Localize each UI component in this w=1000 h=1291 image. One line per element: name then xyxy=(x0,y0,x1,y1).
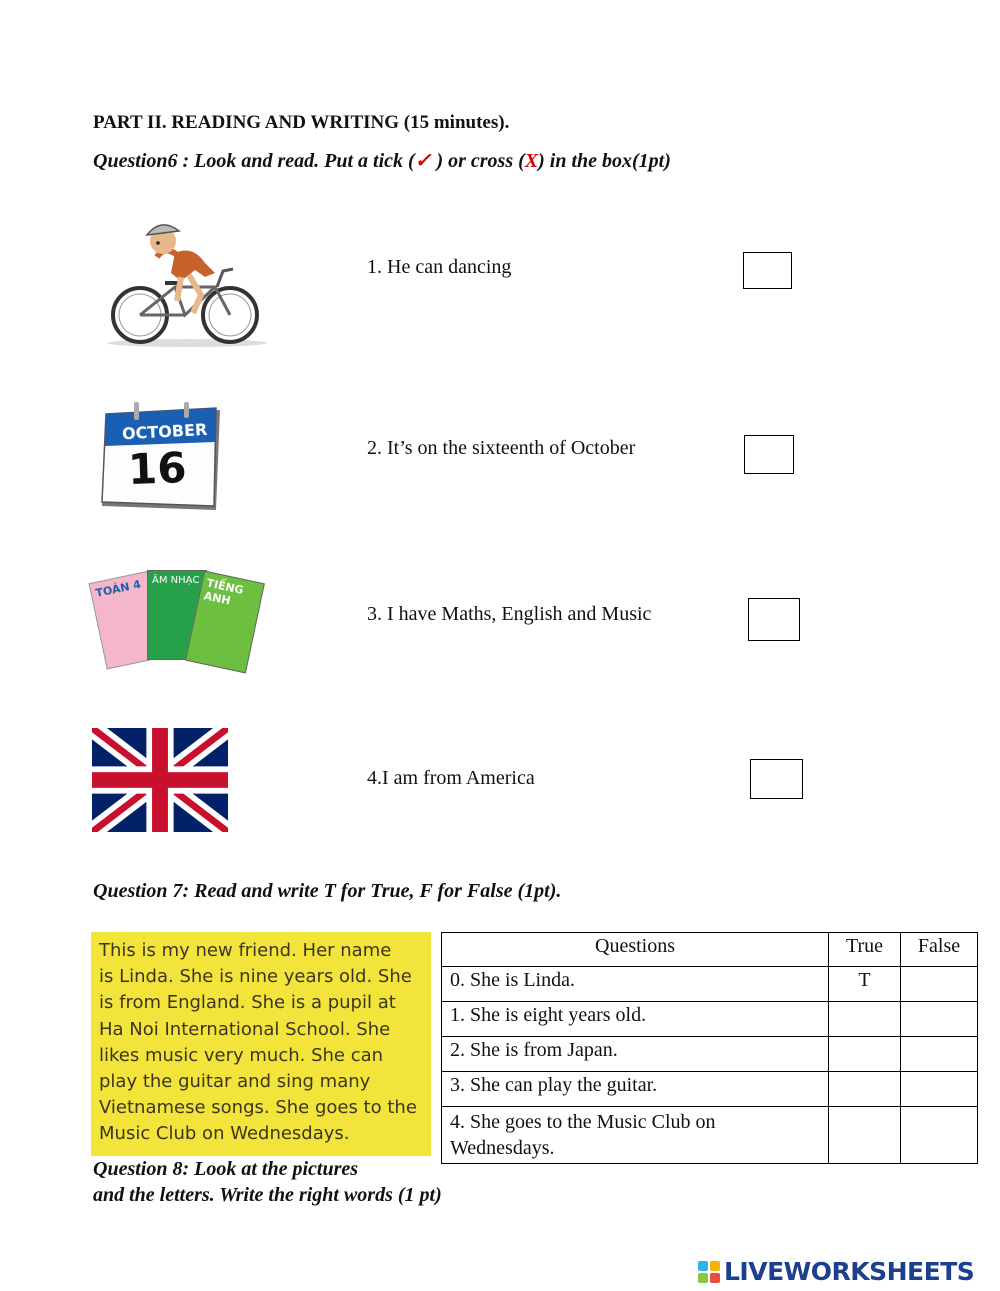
boy-cycling-icon xyxy=(105,215,275,350)
true-answer-cell[interactable] xyxy=(829,1002,901,1037)
question-cell: 0. She is Linda. xyxy=(442,967,829,1002)
table-header-row xyxy=(442,933,978,967)
logo-text: LIVEWORKSHEETS xyxy=(724,1257,975,1286)
table-row xyxy=(442,1107,978,1164)
true-answer-cell[interactable] xyxy=(829,1107,901,1164)
q6-item-3-text: 3. I have Maths, English and Music xyxy=(367,603,652,625)
liveworksheets-logo xyxy=(698,1257,974,1286)
part-title: PART II. READING AND WRITING (15 minutes). xyxy=(93,112,510,133)
passage-line: This is my new friend. Her name xyxy=(99,940,392,961)
question-cell: 2. She is from Japan. xyxy=(442,1037,829,1072)
calendar-month: OCTOBER xyxy=(121,419,208,444)
passage-line: is Linda. She is nine years old. She xyxy=(99,966,412,988)
question-cell: 3. She can play the guitar. xyxy=(442,1072,829,1107)
table-row xyxy=(442,1072,978,1107)
question-8-title: Question 8: Look at the pictures and the letters. Write the right words (1 pt) xyxy=(93,1158,442,1206)
passage-line: Music Club on Wednesdays. xyxy=(99,1123,350,1145)
passage-line: Vietnamese songs. She goes to the xyxy=(99,1097,417,1119)
q6-answer-box-2[interactable] xyxy=(744,435,794,474)
q6-item-4-text: 4.I am from America xyxy=(367,767,535,789)
q6-item-2-text: 2. It’s on the sixteenth of October xyxy=(367,437,636,459)
true-answer-cell: T xyxy=(829,967,901,1002)
header-questions: Questions xyxy=(442,933,829,967)
header-false: False xyxy=(901,933,978,967)
passage-line: Ha Noi International School. She xyxy=(99,1018,391,1040)
calendar-icon xyxy=(98,402,222,514)
uk-flag-icon xyxy=(92,728,228,832)
true-false-table xyxy=(441,932,978,1164)
false-answer-cell xyxy=(901,967,978,1002)
question-cell: 4. She goes to the Music Club on Wednesdays. xyxy=(442,1107,829,1164)
question-6-title: Question6 : Look and read. Put a tick (✓ ) or cross (X) in the box(1pt) xyxy=(93,150,671,172)
false-answer-cell[interactable] xyxy=(901,1072,978,1107)
tick-mark: ✓ xyxy=(414,150,432,172)
false-answer-cell[interactable] xyxy=(901,1037,978,1072)
false-answer-cell[interactable] xyxy=(901,1002,978,1037)
question-cell: 1. She is eight years old. xyxy=(442,1002,829,1037)
book-music: ÂM NHẠC xyxy=(147,570,207,660)
true-answer-cell[interactable] xyxy=(829,1037,901,1072)
q6-answer-box-3[interactable] xyxy=(748,598,800,641)
calendar-day: 16 xyxy=(127,442,188,495)
table-row xyxy=(442,1037,978,1072)
passage-line: play the guitar and sing many xyxy=(99,1071,371,1093)
q6-answer-box-1[interactable] xyxy=(743,252,792,289)
book-english: TIẾNG ANH xyxy=(185,571,265,674)
header-true: True xyxy=(829,933,901,967)
passage-line: likes music very much. She can xyxy=(99,1044,384,1066)
book-maths: TOÁN 4 xyxy=(89,571,168,670)
question-7-title: Question 7: Read and write T for True, F for False (1pt). xyxy=(93,880,562,902)
cross-mark: X xyxy=(524,150,539,172)
q6-item-1-text: 1. He can dancing xyxy=(367,256,512,278)
table-row xyxy=(442,1002,978,1037)
logo-icon xyxy=(698,1261,720,1283)
q6-answer-box-4[interactable] xyxy=(750,759,803,799)
true-answer-cell[interactable] xyxy=(829,1072,901,1107)
textbooks-icon xyxy=(92,562,267,682)
false-answer-cell[interactable] xyxy=(901,1107,978,1164)
reading-passage xyxy=(91,932,431,1156)
table-row xyxy=(442,967,978,1002)
passage-line: is from England. She is a pupil at xyxy=(99,992,396,1014)
